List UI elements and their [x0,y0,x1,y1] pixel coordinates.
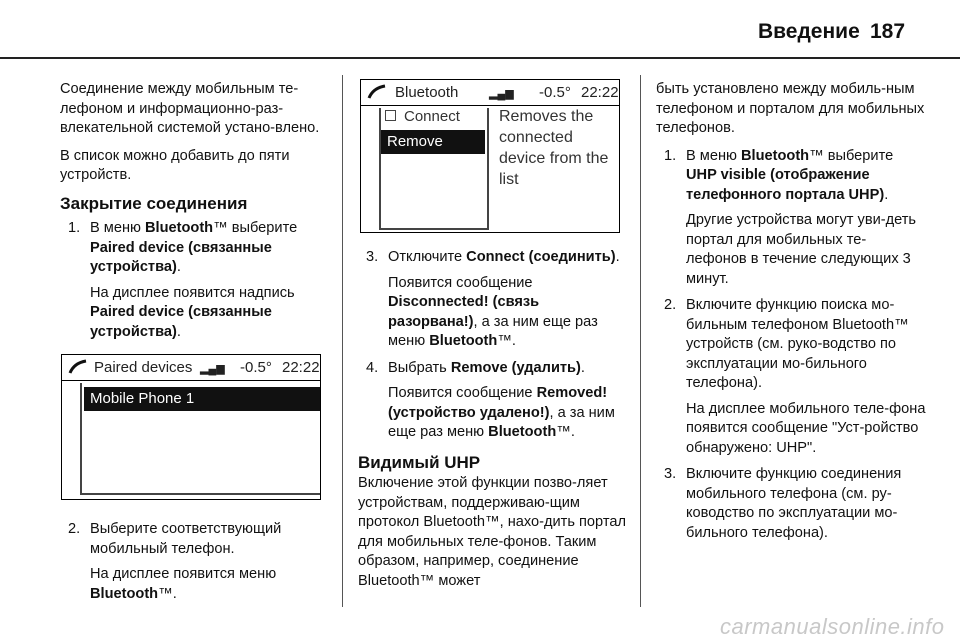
step-number: 2. [664,297,677,313]
section-title: Введение [758,20,860,43]
step-number: 2. [68,521,81,537]
intro-paragraph: Соединение между мобильным те-лефоном и информационно-раз-влекательной системой устано-влено. [60,81,320,136]
section-heading: Закрытие соединения [60,193,248,213]
step-item [664,465,926,543]
step-item [664,296,926,458]
step-text: Выберите соответствующий мобильный телефон. [90,521,282,557]
column-2 [358,248,626,599]
column-1 [60,80,328,349]
page-number: 187 [870,20,906,43]
display-status-bar [361,80,619,105]
display-title: Paired devices [94,359,193,376]
step-text: Включите функцию соединения мобильного телефона (см. ру-ководство по эксплуатации мо-бильного телефона). [686,466,902,541]
display-body [361,106,619,232]
section-heading: Видимый UHP [358,452,481,472]
step-number: 1. [68,220,81,236]
watermark: carmanualsonline.info [720,614,945,639]
step-text: Включите функцию поиска мо-бильным телефоном Bluetooth™ устройств (см. руко-водство по эксплуатации мо-бильного телефона). [686,297,909,391]
display-body [62,381,320,499]
step-item: 4. Выбрать Remove (удалить). Появится сообщение Removed! (устройство удалено!), а за ним еще раз меню Bluetooth™. [366,359,615,440]
phone-icon [68,359,88,375]
signal-icon: ▂▄▆ [200,363,225,375]
column-3 [656,80,926,550]
menu-item-connect[interactable]: Connect [385,108,460,125]
phone-icon [367,84,387,100]
step-number: 1. [664,147,677,164]
step-number: 3. [366,249,379,265]
column-1-bottom [60,520,328,611]
step-item: 1. В меню Bluetooth™ выберите Paired device (связанные устройства). На дисплее появится надпись Paired device (связанные устройства). [68,220,298,340]
body-paragraph: Включение этой функции позво-ляет устройствам, поддерживаю-щим протокол Bluetooth™, нахо-дить портал для мобильных теле-фонов. Таким образом, например, соединение Bluetooth™ может [358,475,626,589]
signal-icon: ▂▄▆ [489,88,514,100]
list-item-selected[interactable]: Mobile Phone 1 [84,387,320,411]
step-item: 3. Отключите Connect (соединить). Появится сообщение Disconnected! (связь разорвана!), а за ним еще раз меню Bluetooth™. [366,249,620,349]
column-divider [342,75,343,607]
clock: 22:22 [282,359,320,376]
temperature: -0.5° [539,84,571,101]
temperature: -0.5° [240,359,272,376]
header-rule [0,57,960,59]
step-number: 3. [664,466,677,482]
display-screen [61,354,321,500]
help-text: Removes the connected device from the list [499,108,609,188]
menu-item-remove[interactable]: Remove [381,130,485,154]
step-note: Другие устройства могут уви-деть портал для мобильных те-лефонов в течение следующих 3 минут. [686,212,917,287]
intro-paragraph: быть установлено между мобиль-ным телефоном и порталом для мобильных телефонов. [656,81,925,136]
display-screen [360,79,620,233]
step-item: 1. В меню Bluetooth™ выберите UHP visible (отображение телефонного портала UHP). Другие устройства могут уви-деть портал для мобильных те-лефонов в течение следующих 3 минут. [664,147,926,290]
column-divider [640,75,641,607]
clock: 22:22 [581,84,619,101]
step-note: На дисплее мобильного теле-фона появится сообщение "Уст-ройство обнаружено: UHP". [686,400,926,456]
display-title: Bluetooth [395,84,459,101]
intro-paragraph-2: В список можно добавить до пяти устройств. [60,147,290,183]
checkbox-icon [385,110,396,121]
step-number: 4. [366,359,379,376]
step-item: 2. Выберите соответствующий мобильный телефон. На дисплее появится меню Bluetooth™. [68,520,328,604]
display-status-bar [62,355,320,380]
